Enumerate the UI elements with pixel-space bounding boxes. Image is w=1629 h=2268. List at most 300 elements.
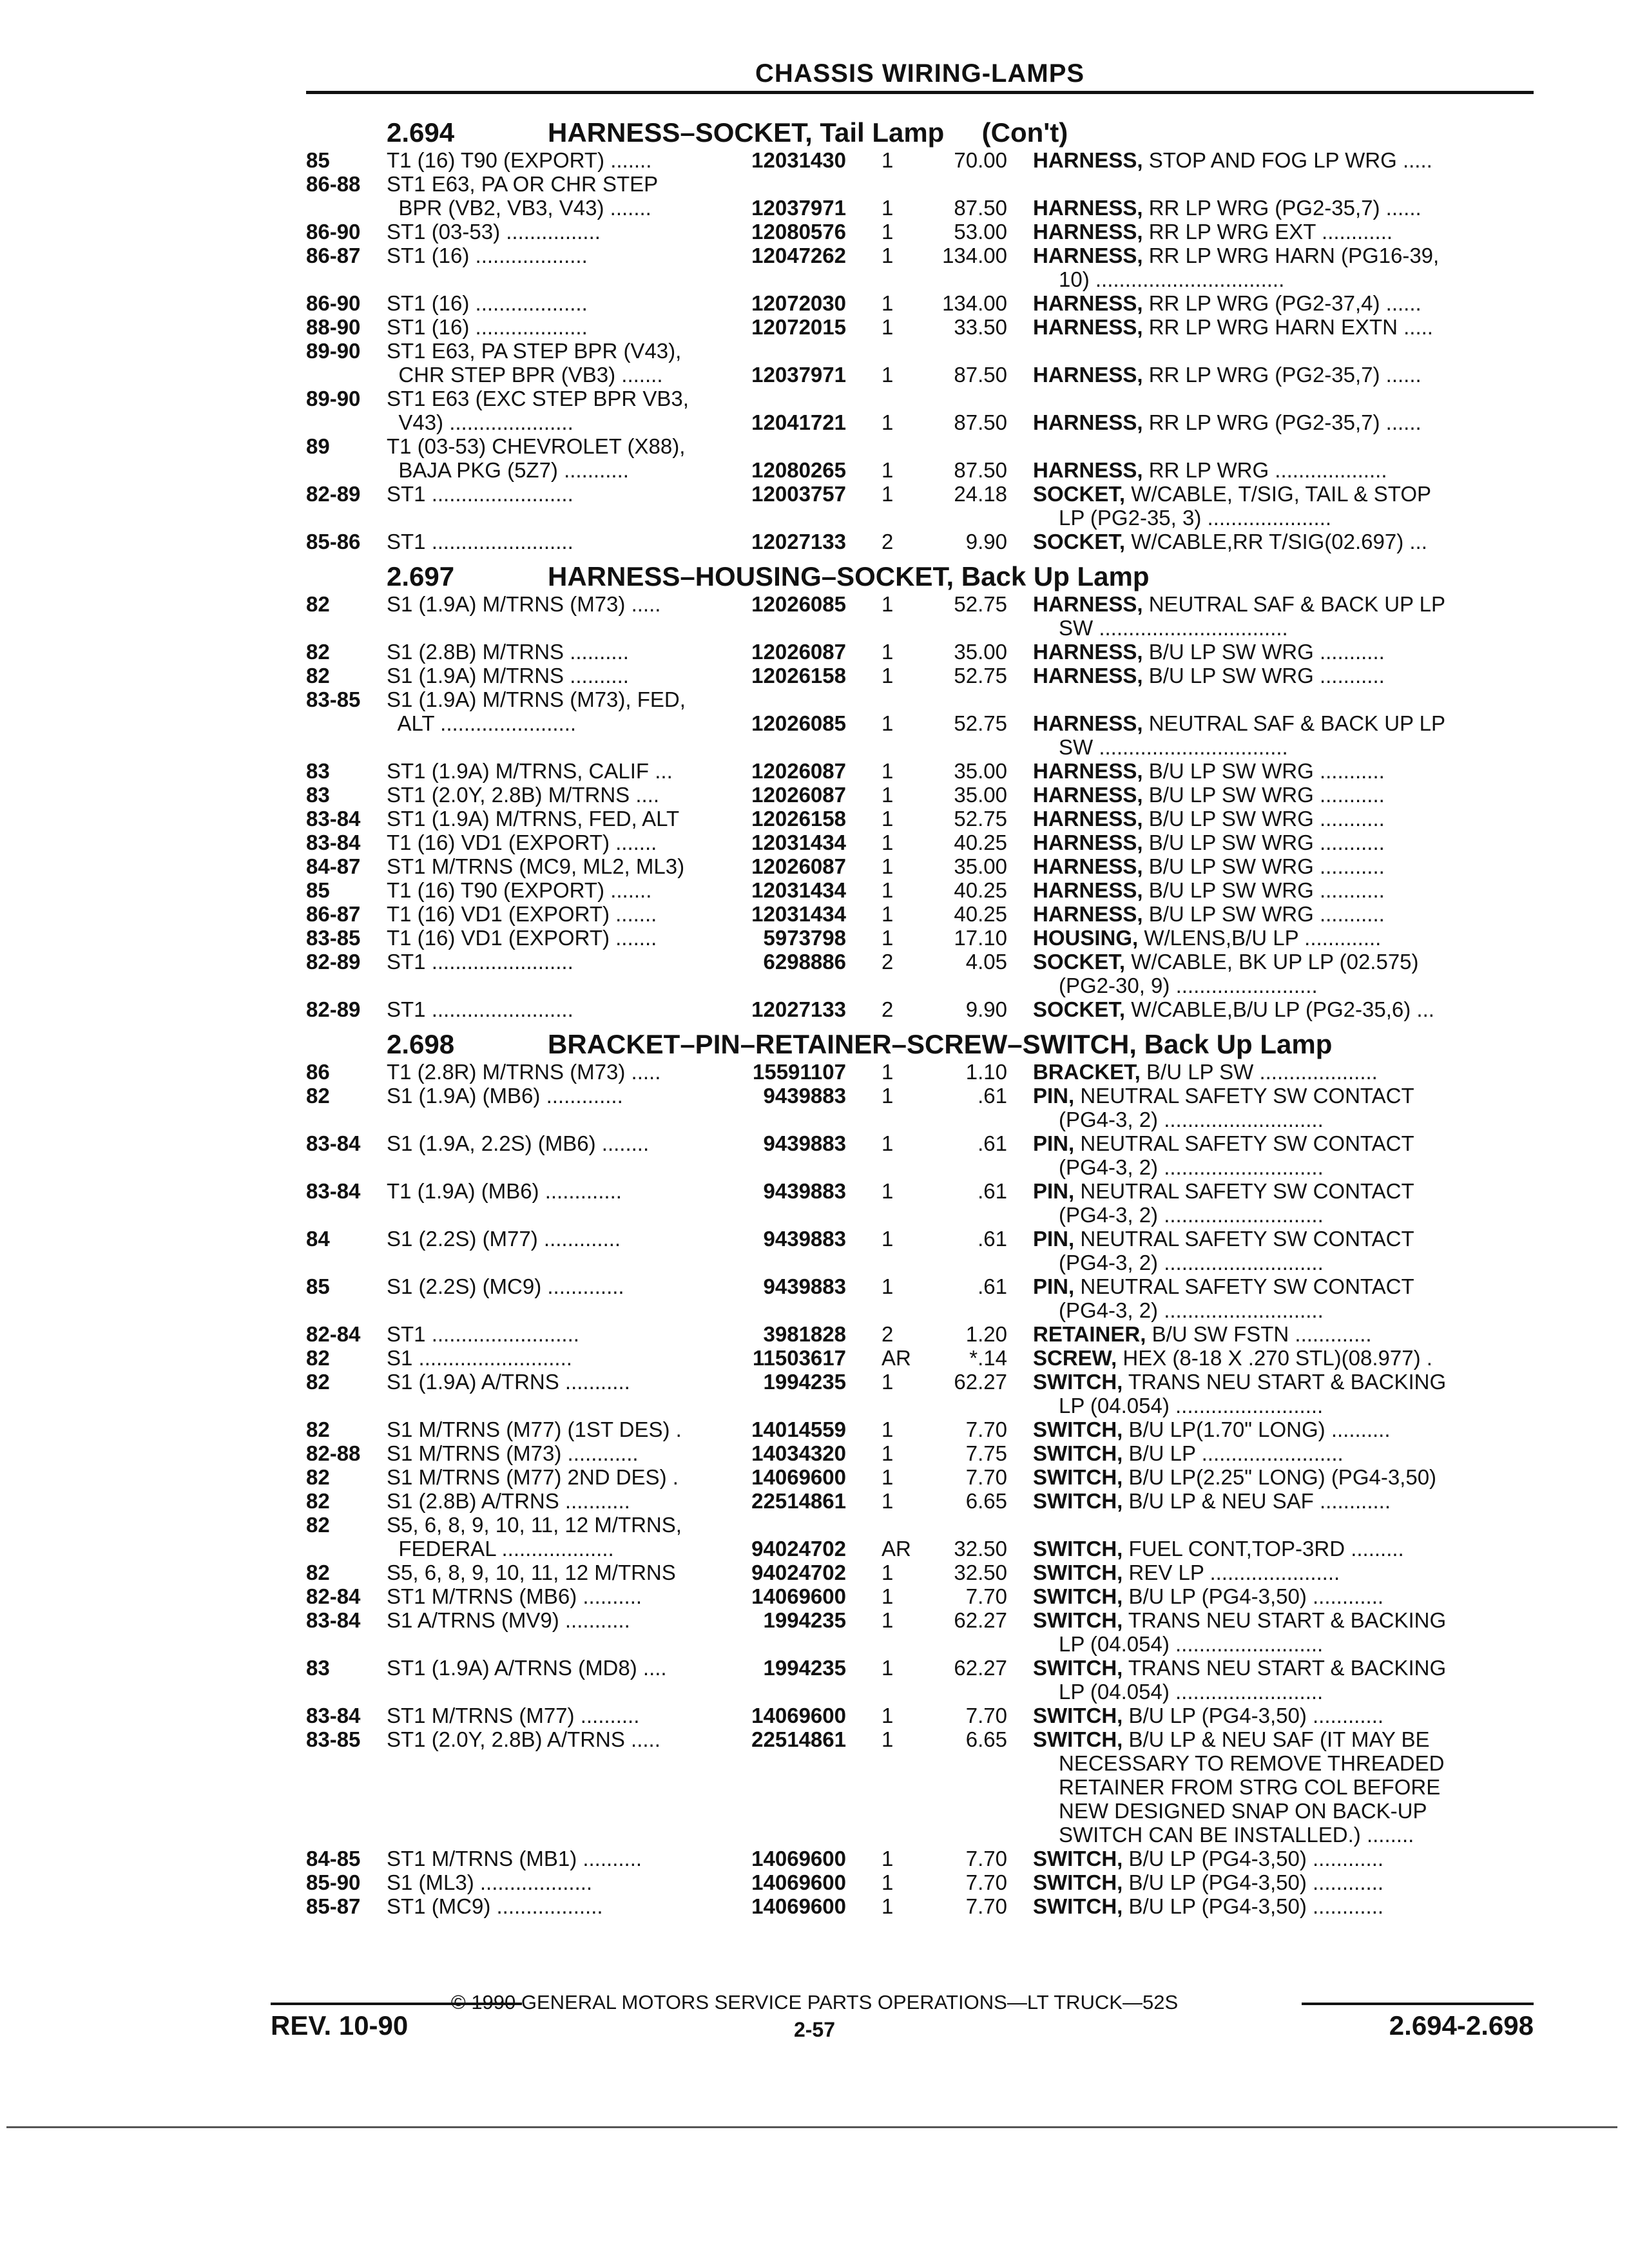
part-name-keyword: HARNESS, (1033, 196, 1143, 220)
part-name-keyword: HARNESS, (1033, 831, 1143, 854)
application-description: ST1 E63, PA STEP BPR (V43), (387, 339, 682, 363)
table-row (306, 1608, 1534, 1632)
part-name (1007, 434, 1534, 458)
part-name (1007, 854, 1534, 878)
part-name-detail: B/U LP SW WRG ........... (1142, 664, 1385, 687)
quantity: 1 (882, 759, 894, 783)
part-name-continuation: (PG4-3, 2) ........................... (1059, 1108, 1324, 1131)
part-name (1007, 997, 1534, 1021)
table-row (306, 434, 1534, 458)
part-number: 14069600 (751, 1704, 846, 1727)
part-name-continuation: SW ................................ (1059, 735, 1288, 759)
part-name (1007, 1465, 1534, 1489)
model-years: 82 (306, 1084, 330, 1108)
model-years: 89-90 (306, 387, 361, 410)
price: 7.70 (965, 1584, 1007, 1608)
part-number: 12080265 (751, 458, 846, 482)
part-name (1007, 1274, 1534, 1298)
model-years (306, 458, 387, 482)
model-years: 82-89 (306, 997, 361, 1021)
page-title: CHASSIS WIRING-LAMPS (755, 59, 1085, 88)
quantity: 1 (882, 878, 894, 902)
table-row (306, 1131, 1534, 1155)
part-name (1007, 196, 1534, 220)
model-years: 85 (306, 1274, 330, 1298)
part-name-continuation: (PG4-3, 2) ........................... (1059, 1155, 1324, 1179)
application-description: ST1 ......................... (387, 1322, 579, 1346)
part-name-detail: RR LP WRG (PG2-35,7) ...... (1142, 363, 1422, 387)
price: 33.50 (954, 315, 1007, 339)
part-number: 14069600 (751, 1870, 846, 1894)
quantity: 1 (882, 482, 894, 506)
part-number: 12031434 (751, 878, 846, 902)
part-name-detail: TRANS NEU START & BACKING (1123, 1370, 1447, 1394)
table-row (306, 1227, 1534, 1251)
table-row (306, 1894, 1534, 1918)
application-description: ST1 (2.0Y, 2.8B) M/TRNS .... (387, 783, 660, 807)
table-row (306, 387, 1534, 410)
quantity: 1 (882, 1561, 894, 1584)
part-name-detail: B/U LP (PG4-3,50) ............ (1123, 1894, 1384, 1918)
price: 9.90 (965, 530, 1007, 553)
price: 24.18 (954, 482, 1007, 506)
part-name-keyword: HARNESS, (1033, 854, 1143, 878)
model-years: 84-85 (306, 1847, 361, 1870)
table-row (306, 1274, 1534, 1298)
part-name-detail: B/U LP SW WRG ........... (1142, 640, 1385, 664)
part-name-detail: RR LP WRG HARN (PG16-39, (1142, 244, 1440, 267)
quantity: 1 (882, 410, 894, 434)
part-name-keyword: PIN, (1033, 1179, 1075, 1203)
part-name-keyword: SWITCH, (1033, 1537, 1123, 1561)
part-number: 22514861 (751, 1727, 846, 1751)
quantity: 1 (882, 711, 894, 735)
part-name-detail: B/U LP(1.70" LONG) .......... (1123, 1418, 1391, 1441)
quantity: 1 (882, 592, 894, 616)
part-name (1007, 1584, 1534, 1608)
quantity: 1 (882, 1274, 894, 1298)
model-years: 83-85 (306, 1727, 361, 1751)
part-name (1007, 1489, 1534, 1513)
quantity: 1 (882, 854, 894, 878)
part-name-detail: B/U SW FSTN ............. (1146, 1322, 1372, 1346)
price: 62.27 (954, 1656, 1007, 1680)
part-number: 12026158 (751, 807, 846, 831)
application-description: S1 (1.9A) A/TRNS ........... (387, 1370, 630, 1394)
model-years: 83-85 (306, 687, 361, 711)
quantity: 1 (882, 1227, 894, 1251)
quantity: 1 (882, 196, 894, 220)
application-description: ST1 (MC9) .................. (387, 1894, 603, 1918)
part-name (1007, 640, 1534, 664)
model-years: 83 (306, 783, 330, 807)
part-name (1007, 172, 1534, 196)
price: 32.50 (954, 1537, 1007, 1561)
part-name-keyword: SWITCH, (1033, 1561, 1123, 1584)
table-row (306, 172, 1534, 196)
revision-label: REV. 10-90 (271, 2010, 409, 2041)
part-name-continuation: (PG4-3, 2) ........................... (1059, 1203, 1324, 1227)
price: 6.65 (965, 1727, 1007, 1751)
table-row (306, 1727, 1534, 1751)
part-name-keyword: SWITCH, (1033, 1894, 1123, 1918)
model-years (306, 410, 387, 434)
part-name (1007, 1847, 1534, 1870)
table-row (306, 902, 1534, 926)
parts-catalog (306, 110, 1534, 1918)
part-name-detail: STOP AND FOG LP WRG ..... (1142, 148, 1432, 172)
part-number: 6298886 (763, 950, 846, 974)
quantity: 1 (882, 1060, 894, 1084)
application-description: S1 (1.9A, 2.2S) (MB6) ........ (387, 1131, 650, 1155)
part-name-keyword: SWITCH, (1033, 1704, 1123, 1727)
application-description: S1 (1.9A) M/TRNS (M73), FED, (387, 687, 686, 711)
part-name (1007, 315, 1534, 339)
page-number: 2-57 (793, 2018, 836, 2041)
model-years: 88-90 (306, 315, 361, 339)
part-number: 12072015 (751, 315, 846, 339)
part-name (1007, 664, 1534, 687)
model-years: 82-84 (306, 1584, 361, 1608)
price (904, 1513, 1007, 1537)
quantity: 1 (882, 1179, 894, 1203)
part-number (724, 434, 846, 458)
price: 7.70 (965, 1418, 1007, 1441)
price: 40.25 (954, 902, 1007, 926)
quantity (846, 434, 904, 458)
part-name-keyword: SWITCH, (1033, 1465, 1123, 1489)
price: 70.00 (954, 148, 1007, 172)
model-years: 86-90 (306, 220, 361, 244)
application-description: S1 M/TRNS (M77) (1ST DES) . (387, 1418, 682, 1441)
section-number: 2.694 (387, 117, 455, 148)
part-name-keyword: HARNESS, (1033, 711, 1143, 735)
model-years: 83-84 (306, 1131, 361, 1155)
price: 1.20 (965, 1322, 1007, 1346)
application-description: S1 (2.2S) (MC9) ............. (387, 1274, 624, 1298)
quantity: 1 (882, 1870, 894, 1894)
part-number: 5973798 (763, 926, 846, 950)
price: 7.70 (965, 1847, 1007, 1870)
quantity (846, 1513, 904, 1537)
part-name (1007, 711, 1534, 735)
table-row (306, 148, 1534, 172)
part-name (1007, 759, 1534, 783)
part-number: 9439883 (763, 1227, 846, 1251)
application-description: BPR (VB2, VB3, V43) ....... (387, 196, 651, 220)
part-name (1007, 783, 1534, 807)
part-name-continuation: LP (04.054) ......................... (1059, 1394, 1324, 1418)
application-description: S1 (2.8B) A/TRNS ........... (387, 1489, 630, 1513)
part-name-continuation: 10) ................................ (1059, 267, 1285, 291)
model-years: 89 (306, 434, 330, 458)
application-description: T1 (16) VD1 (EXPORT) ....... (387, 902, 657, 926)
price: 9.90 (965, 997, 1007, 1021)
quantity: 1 (882, 1727, 894, 1751)
price: 62.27 (954, 1608, 1007, 1632)
price: .61 (978, 1179, 1007, 1203)
part-name-keyword: HOUSING, (1033, 926, 1139, 950)
model-years: 82 (306, 1465, 330, 1489)
part-number: 15591107 (752, 1060, 846, 1084)
price: 17.10 (954, 926, 1007, 950)
part-name-detail: B/U LP (PG4-3,50) ............ (1123, 1847, 1384, 1870)
table-row (306, 363, 1534, 387)
table-row (306, 482, 1534, 506)
part-name-keyword: HARNESS, (1033, 783, 1143, 807)
price: 35.00 (954, 783, 1007, 807)
part-name (1007, 1322, 1534, 1346)
application-description: ST1 (1.9A) M/TRNS, FED, ALT (387, 807, 680, 831)
part-name-keyword: SWITCH, (1033, 1656, 1123, 1680)
application-description: ST1 ........................ (387, 530, 574, 553)
application-description: T1 (16) T90 (EXPORT) ....... (387, 878, 652, 902)
price: 134.00 (942, 291, 1007, 315)
part-name-keyword: HARNESS, (1033, 592, 1143, 616)
quantity: 1 (882, 1441, 894, 1465)
part-name-detail: RR LP WRG (PG2-35,7) ...... (1142, 196, 1422, 220)
part-name (1007, 878, 1534, 902)
part-number: 12080576 (751, 220, 846, 244)
price (904, 687, 1007, 711)
part-name-detail: W/LENS,B/U LP ............. (1138, 926, 1382, 950)
table-row (306, 687, 1534, 711)
table-row (306, 1370, 1534, 1394)
part-name (1007, 831, 1534, 854)
table-row (306, 1489, 1534, 1513)
part-name (1007, 1179, 1534, 1203)
quantity (846, 172, 904, 196)
price: 62.27 (954, 1370, 1007, 1394)
table-row (306, 1465, 1534, 1489)
application-description: ST1 (03-53) ................ (387, 220, 601, 244)
application-description: T1 (16) VD1 (EXPORT) ....... (387, 831, 657, 854)
quantity: 1 (882, 664, 894, 687)
quantity: 1 (882, 640, 894, 664)
part-name-keyword: SCREW, (1033, 1346, 1117, 1370)
part-number: 14069600 (751, 1847, 846, 1870)
part-name-keyword: HARNESS, (1033, 807, 1143, 831)
part-number: 14034320 (751, 1441, 846, 1465)
model-years: 83 (306, 759, 330, 783)
model-years: 82-89 (306, 482, 361, 506)
part-number: 12026087 (751, 854, 846, 878)
part-name (1007, 1537, 1534, 1561)
model-years: 83-84 (306, 1608, 361, 1632)
application-description: ST1 E63, PA OR CHR STEP (387, 172, 659, 196)
part-name-keyword: HARNESS, (1033, 878, 1143, 902)
part-name-detail: B/U LP SW WRG ........... (1142, 807, 1385, 831)
part-name (1007, 1227, 1534, 1251)
model-years: 85 (306, 148, 330, 172)
part-number (724, 1513, 846, 1537)
application-description: T1 (16) VD1 (EXPORT) ....... (387, 926, 657, 950)
part-name (1007, 1513, 1534, 1537)
table-row (306, 664, 1534, 687)
part-name-continuation: (PG4-3, 2) ........................... (1059, 1298, 1324, 1322)
quantity: 2 (882, 1322, 894, 1346)
copyright-text: © 1990 GENERAL MOTORS SERVICE PARTS OPERATIONS—LT TRUCK—52S (450, 1991, 1179, 2013)
price (904, 172, 1007, 196)
part-name-detail: NEUTRAL SAFETY SW CONTACT (1074, 1274, 1414, 1298)
part-name-keyword: HARNESS, (1033, 363, 1143, 387)
part-number: 12072030 (751, 291, 846, 315)
part-name-detail: RR LP WRG HARN EXTN ..... (1142, 315, 1433, 339)
part-number: 22514861 (751, 1489, 846, 1513)
quantity: 1 (882, 458, 894, 482)
model-years: 85-90 (306, 1870, 361, 1894)
application-description: V43) ..................... (387, 410, 574, 434)
part-name-detail: B/U LP SW WRG ........... (1142, 783, 1385, 807)
price (904, 434, 1007, 458)
table-row (306, 1704, 1534, 1727)
part-name (1007, 410, 1534, 434)
table-row (306, 1322, 1534, 1346)
application-description: ST1 (1.9A) M/TRNS, CALIF ... (387, 759, 673, 783)
part-number: 12026085 (751, 592, 846, 616)
application-description: S1 (1.9A) M/TRNS (M73) ..... (387, 592, 661, 616)
part-name-continuation: LP (PG2-35, 3) ..................... (1059, 506, 1332, 530)
part-name-detail: NEUTRAL SAFETY SW CONTACT (1074, 1084, 1414, 1108)
section-title: BRACKET–PIN–RETAINER–SCREW–SWITCH, Back Up Lamp (548, 1029, 1333, 1059)
quantity: 1 (882, 315, 894, 339)
part-number: 12031430 (751, 148, 846, 172)
table-row (306, 291, 1534, 315)
quantity: 1 (882, 363, 894, 387)
part-name-detail: W/CABLE,B/U LP (PG2-35,6) ... (1125, 997, 1434, 1021)
application-description: S1 M/TRNS (M73) ............ (387, 1441, 639, 1465)
application-description: S1 (1.9A) (MB6) ............. (387, 1084, 623, 1108)
part-number: 1994235 (763, 1656, 846, 1680)
table-row (306, 315, 1534, 339)
model-years: 82 (306, 1346, 330, 1370)
quantity: 1 (882, 1894, 894, 1918)
price: 35.00 (954, 854, 1007, 878)
part-name (1007, 482, 1534, 506)
part-name-keyword: HARNESS, (1033, 148, 1143, 172)
price: 52.75 (954, 711, 1007, 735)
table-row (306, 244, 1534, 267)
table-row (306, 530, 1534, 553)
application-description: ST1 ........................ (387, 950, 574, 974)
section-heading (306, 553, 1534, 592)
application-description: S1 (2.2S) (M77) ............. (387, 1227, 621, 1251)
part-name (1007, 530, 1534, 553)
price: 53.00 (954, 220, 1007, 244)
application-description: CHR STEP BPR (VB3) ....... (387, 363, 663, 387)
part-name-detail: W/CABLE,RR T/SIG(02.697) ... (1125, 530, 1427, 553)
part-name (1007, 363, 1534, 387)
part-name-continuation: (PG4-3, 2) ........................... (1059, 1251, 1324, 1274)
table-row (306, 1060, 1534, 1084)
part-name (1007, 1441, 1534, 1465)
application-description: ALT ....................... (387, 711, 577, 735)
model-years: 86-90 (306, 291, 361, 315)
application-description: ST1 M/TRNS (MB6) .......... (387, 1584, 642, 1608)
price: .61 (978, 1084, 1007, 1108)
part-name-detail: B/U LP & NEU SAF ............ (1123, 1489, 1391, 1513)
application-description: ST1 (16) ................... (387, 244, 588, 267)
model-years: 85-87 (306, 1894, 361, 1918)
quantity: 1 (882, 831, 894, 854)
quantity: 1 (882, 220, 894, 244)
price: .61 (978, 1131, 1007, 1155)
part-name-keyword: SOCKET, (1033, 997, 1126, 1021)
part-number: 12037971 (751, 196, 846, 220)
part-name-detail: B/U LP ........................ (1123, 1441, 1344, 1465)
section-number: 2.697 (387, 561, 455, 591)
part-name-keyword: HARNESS, (1033, 410, 1143, 434)
part-name-detail: TRANS NEU START & BACKING (1123, 1608, 1447, 1632)
application-description: T1 (1.9A) (MB6) ............. (387, 1179, 622, 1203)
quantity: 1 (882, 1084, 894, 1108)
application-description: ST1 M/TRNS (MB1) .......... (387, 1847, 642, 1870)
part-name-detail: NEUTRAL SAFETY SW CONTACT (1074, 1227, 1414, 1251)
part-name-detail: B/U LP SW WRG ........... (1142, 878, 1385, 902)
part-number: 12047262 (751, 244, 846, 267)
quantity: 1 (882, 1847, 894, 1870)
quantity: 1 (882, 807, 894, 831)
table-row (306, 1561, 1534, 1584)
application-description: BAJA PKG (5Z7) ........... (387, 458, 629, 482)
part-name-detail: B/U LP (PG4-3,50) ............ (1123, 1584, 1384, 1608)
model-years: 82 (306, 592, 330, 616)
part-number: 94024702 (751, 1537, 846, 1561)
table-row (306, 759, 1534, 783)
quantity: 1 (882, 1418, 894, 1441)
part-name-detail: B/U LP(2.25" LONG) (PG4-3,50) (1123, 1465, 1437, 1489)
model-years: 82 (306, 1418, 330, 1441)
part-name-keyword: SWITCH, (1033, 1727, 1123, 1751)
part-name (1007, 244, 1534, 267)
table-row (306, 1513, 1534, 1537)
quantity: AR (882, 1346, 911, 1370)
part-name-keyword: RETAINER, (1033, 1322, 1146, 1346)
quantity: 1 (882, 926, 894, 950)
table-row (306, 950, 1534, 974)
table-row (306, 458, 1534, 482)
part-number: 14069600 (751, 1894, 846, 1918)
part-name-keyword: SOCKET, (1033, 482, 1126, 506)
application-description: S1 (2.8B) M/TRNS .......... (387, 640, 629, 664)
application-description: S1 (ML3) ................... (387, 1870, 593, 1894)
application-description: S5, 6, 8, 9, 10, 11, 12 M/TRNS (387, 1561, 676, 1584)
quantity: AR (882, 1537, 911, 1561)
part-name (1007, 1727, 1534, 1751)
quantity: 1 (882, 291, 894, 315)
part-number: 14014559 (751, 1418, 846, 1441)
part-name-keyword: HARNESS, (1033, 220, 1143, 244)
part-name-continuation: NECESSARY TO REMOVE THREADED RETAINER FROM STRG COL BEFORE NEW DESIGNED SNAP ON BACK-UP SWITCH CAN BE INSTALLED.) ........ (1059, 1751, 1445, 1847)
application-description: T1 (03-53) CHEVROLET (X88), (387, 434, 686, 458)
part-number: 9439883 (763, 1274, 846, 1298)
part-name-keyword: SWITCH, (1033, 1847, 1123, 1870)
part-name-continuation: SW ................................ (1059, 616, 1288, 640)
part-name (1007, 592, 1534, 616)
section-title: HARNESS–SOCKET, Tail Lamp (Con't) (548, 117, 1068, 148)
part-name-detail: B/U LP SW .................... (1140, 1060, 1378, 1084)
model-years: 83-84 (306, 807, 361, 831)
part-name (1007, 1656, 1534, 1680)
table-row (306, 854, 1534, 878)
model-years (306, 363, 387, 387)
part-name-detail: W/CABLE, BK UP LP (02.575) (1125, 950, 1419, 974)
table-row (306, 196, 1534, 220)
model-years (306, 711, 387, 735)
model-years: 86-87 (306, 902, 361, 926)
part-number: 12026085 (751, 711, 846, 735)
quantity (846, 339, 904, 363)
